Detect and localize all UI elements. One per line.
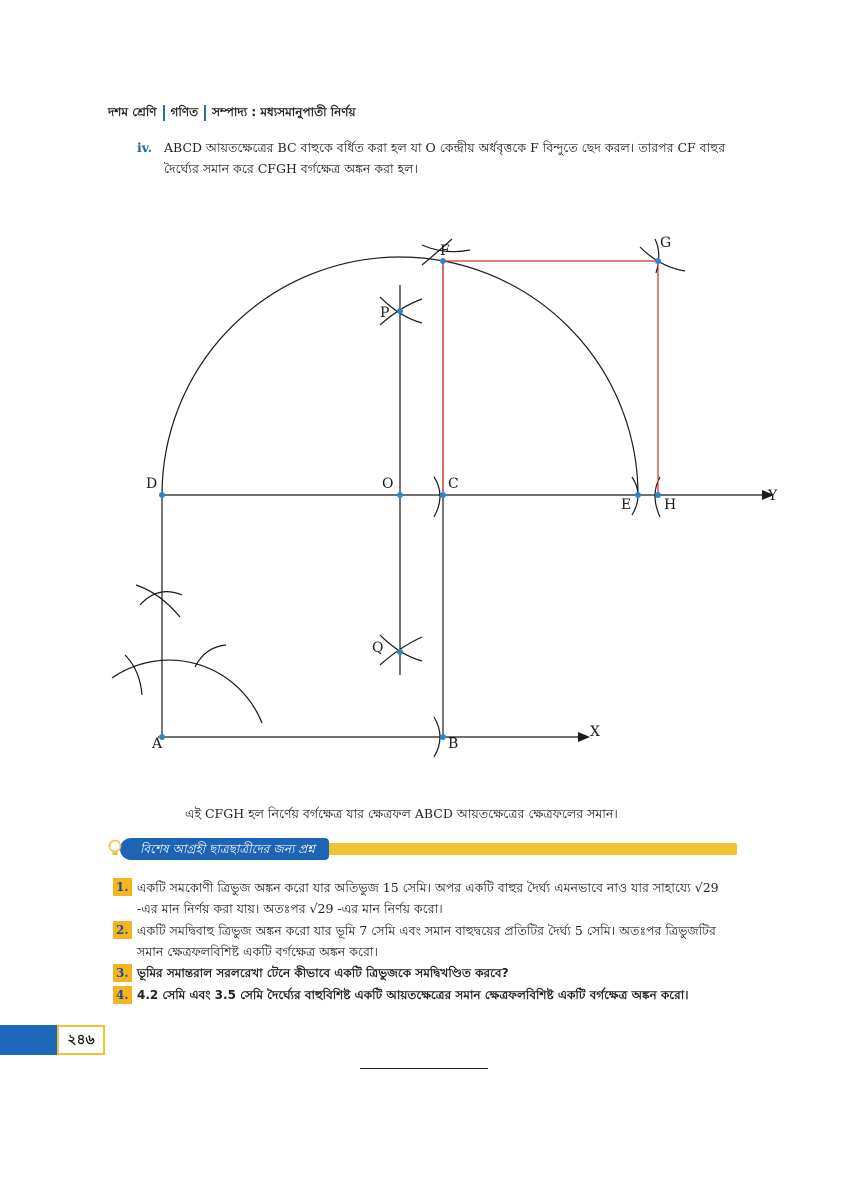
square-cfgh <box>443 261 658 495</box>
label-g: G <box>660 235 672 251</box>
question-item <box>113 963 743 984</box>
header-divider <box>204 105 206 121</box>
label-p: P <box>380 305 390 321</box>
point-e <box>635 492 641 498</box>
lightbulb-icon <box>106 839 124 857</box>
point-c <box>440 492 446 498</box>
header-subject: গণিত <box>170 105 199 119</box>
point-b <box>440 734 446 740</box>
label-f: F <box>440 243 450 259</box>
label-c: C <box>448 476 459 492</box>
arc-small <box>125 655 142 695</box>
label-x: X <box>590 724 600 740</box>
point-d <box>159 492 165 498</box>
point-g <box>655 258 661 264</box>
header-class: দশম শ্রেণি <box>108 105 157 119</box>
question-text: একটি সমদ্বিবাহু ত্রিভুজ অঙ্কন করো যার ভূমি 7 সেমি এবং সমান বাহুদ্বয়ের প্রতিটির দৈর্ঘ্য 5 সেমি। অতঃপর ত্রিভুজটির সমান ক্ষেত্রফলবিশিষ্ট একটি বর্গক্ষেত্র অঙ্কন করো। <box>137 923 716 959</box>
question-item <box>113 985 743 1006</box>
arc-c <box>434 477 440 517</box>
banner-label: বিশেষ আগ্রহী ছাত্রছাত্রীদের জন্য প্রশ্ন <box>120 838 329 860</box>
question-number: 1. <box>113 878 132 896</box>
point-q <box>397 649 403 655</box>
label-a: A <box>152 736 163 752</box>
label-o: O <box>382 476 394 492</box>
arc-a <box>112 660 262 723</box>
running-header <box>108 104 356 124</box>
arc-small <box>195 645 226 667</box>
point-o <box>397 492 403 498</box>
question-text: একটি সমকোণী ত্রিভুজ অঙ্কন করো যার অতিভুজ 15 সেমি। অপর একটি বাহুর দৈর্ঘ্য এমনভাবে নাও যার সাহায্যে √29 -এর মান নির্ণয় করা যায়। অতঃপর √29 -এর মান নির্ণয় করো। <box>137 880 719 916</box>
special-questions-banner <box>112 838 737 860</box>
question-item <box>113 877 743 919</box>
question-number: 4. <box>113 986 132 1004</box>
arc-small <box>136 585 180 617</box>
question-number: 3. <box>113 964 132 982</box>
page-number: ২৪৬ <box>57 1025 105 1055</box>
label-h: H <box>664 497 677 513</box>
step-number: iv. <box>137 140 153 155</box>
construction-diagram <box>100 225 800 770</box>
question-item <box>113 920 743 962</box>
footer-rule <box>360 1068 488 1069</box>
label-q: Q <box>372 640 384 656</box>
question-text: ভূমির সমান্তরাল সরলরেখা টেনে কীভাবে একটি ত্রিভুজকে সমদ্বিখণ্ডিত করবে? <box>137 966 509 980</box>
label-e: E <box>621 497 632 513</box>
header-divider <box>163 105 165 121</box>
point-h <box>655 492 661 498</box>
point-p <box>397 308 403 314</box>
banner-bar <box>262 843 737 855</box>
arrow-x-icon <box>578 732 590 742</box>
construction-step-iv <box>137 137 757 179</box>
construction-figure <box>100 225 800 770</box>
question-number: 2. <box>113 921 132 939</box>
question-text: 4.2 সেমি এবং 3.5 সেমি দৈর্ঘ্যের বাহুবিশিষ্ট একটি আয়তক্ষেত্রের সমান ক্ষেত্রফলবিশিষ্ট একটি বর্গক্ষেত্র অঙ্কন করো। <box>137 988 689 1002</box>
label-b: B <box>448 736 459 752</box>
header-topic: সম্পাদ্য : মধ্যসমানুপাতী নির্ণয় <box>212 105 356 119</box>
label-y: Y <box>768 488 778 504</box>
figure-caption: এই CFGH হল নির্ণেয় বর্গক্ষেত্র যার ক্ষেত্রফল ABCD আয়তক্ষেত্রের ক্ষেত্রফলের সমান। <box>185 806 618 821</box>
step-text: ABCD আয়তক্ষেত্রের BC বাহুকে বর্ধিত করা হল যা O কেন্দ্রীয় অর্ধবৃত্তকে F বিন্দুতে ছেদ করল। তারপর CF বাহুর দৈর্ঘ্যের সমান করে CFGH বর্গক্ষেত্র অঙ্কন করা হল। <box>164 140 726 176</box>
label-d: D <box>146 476 158 492</box>
